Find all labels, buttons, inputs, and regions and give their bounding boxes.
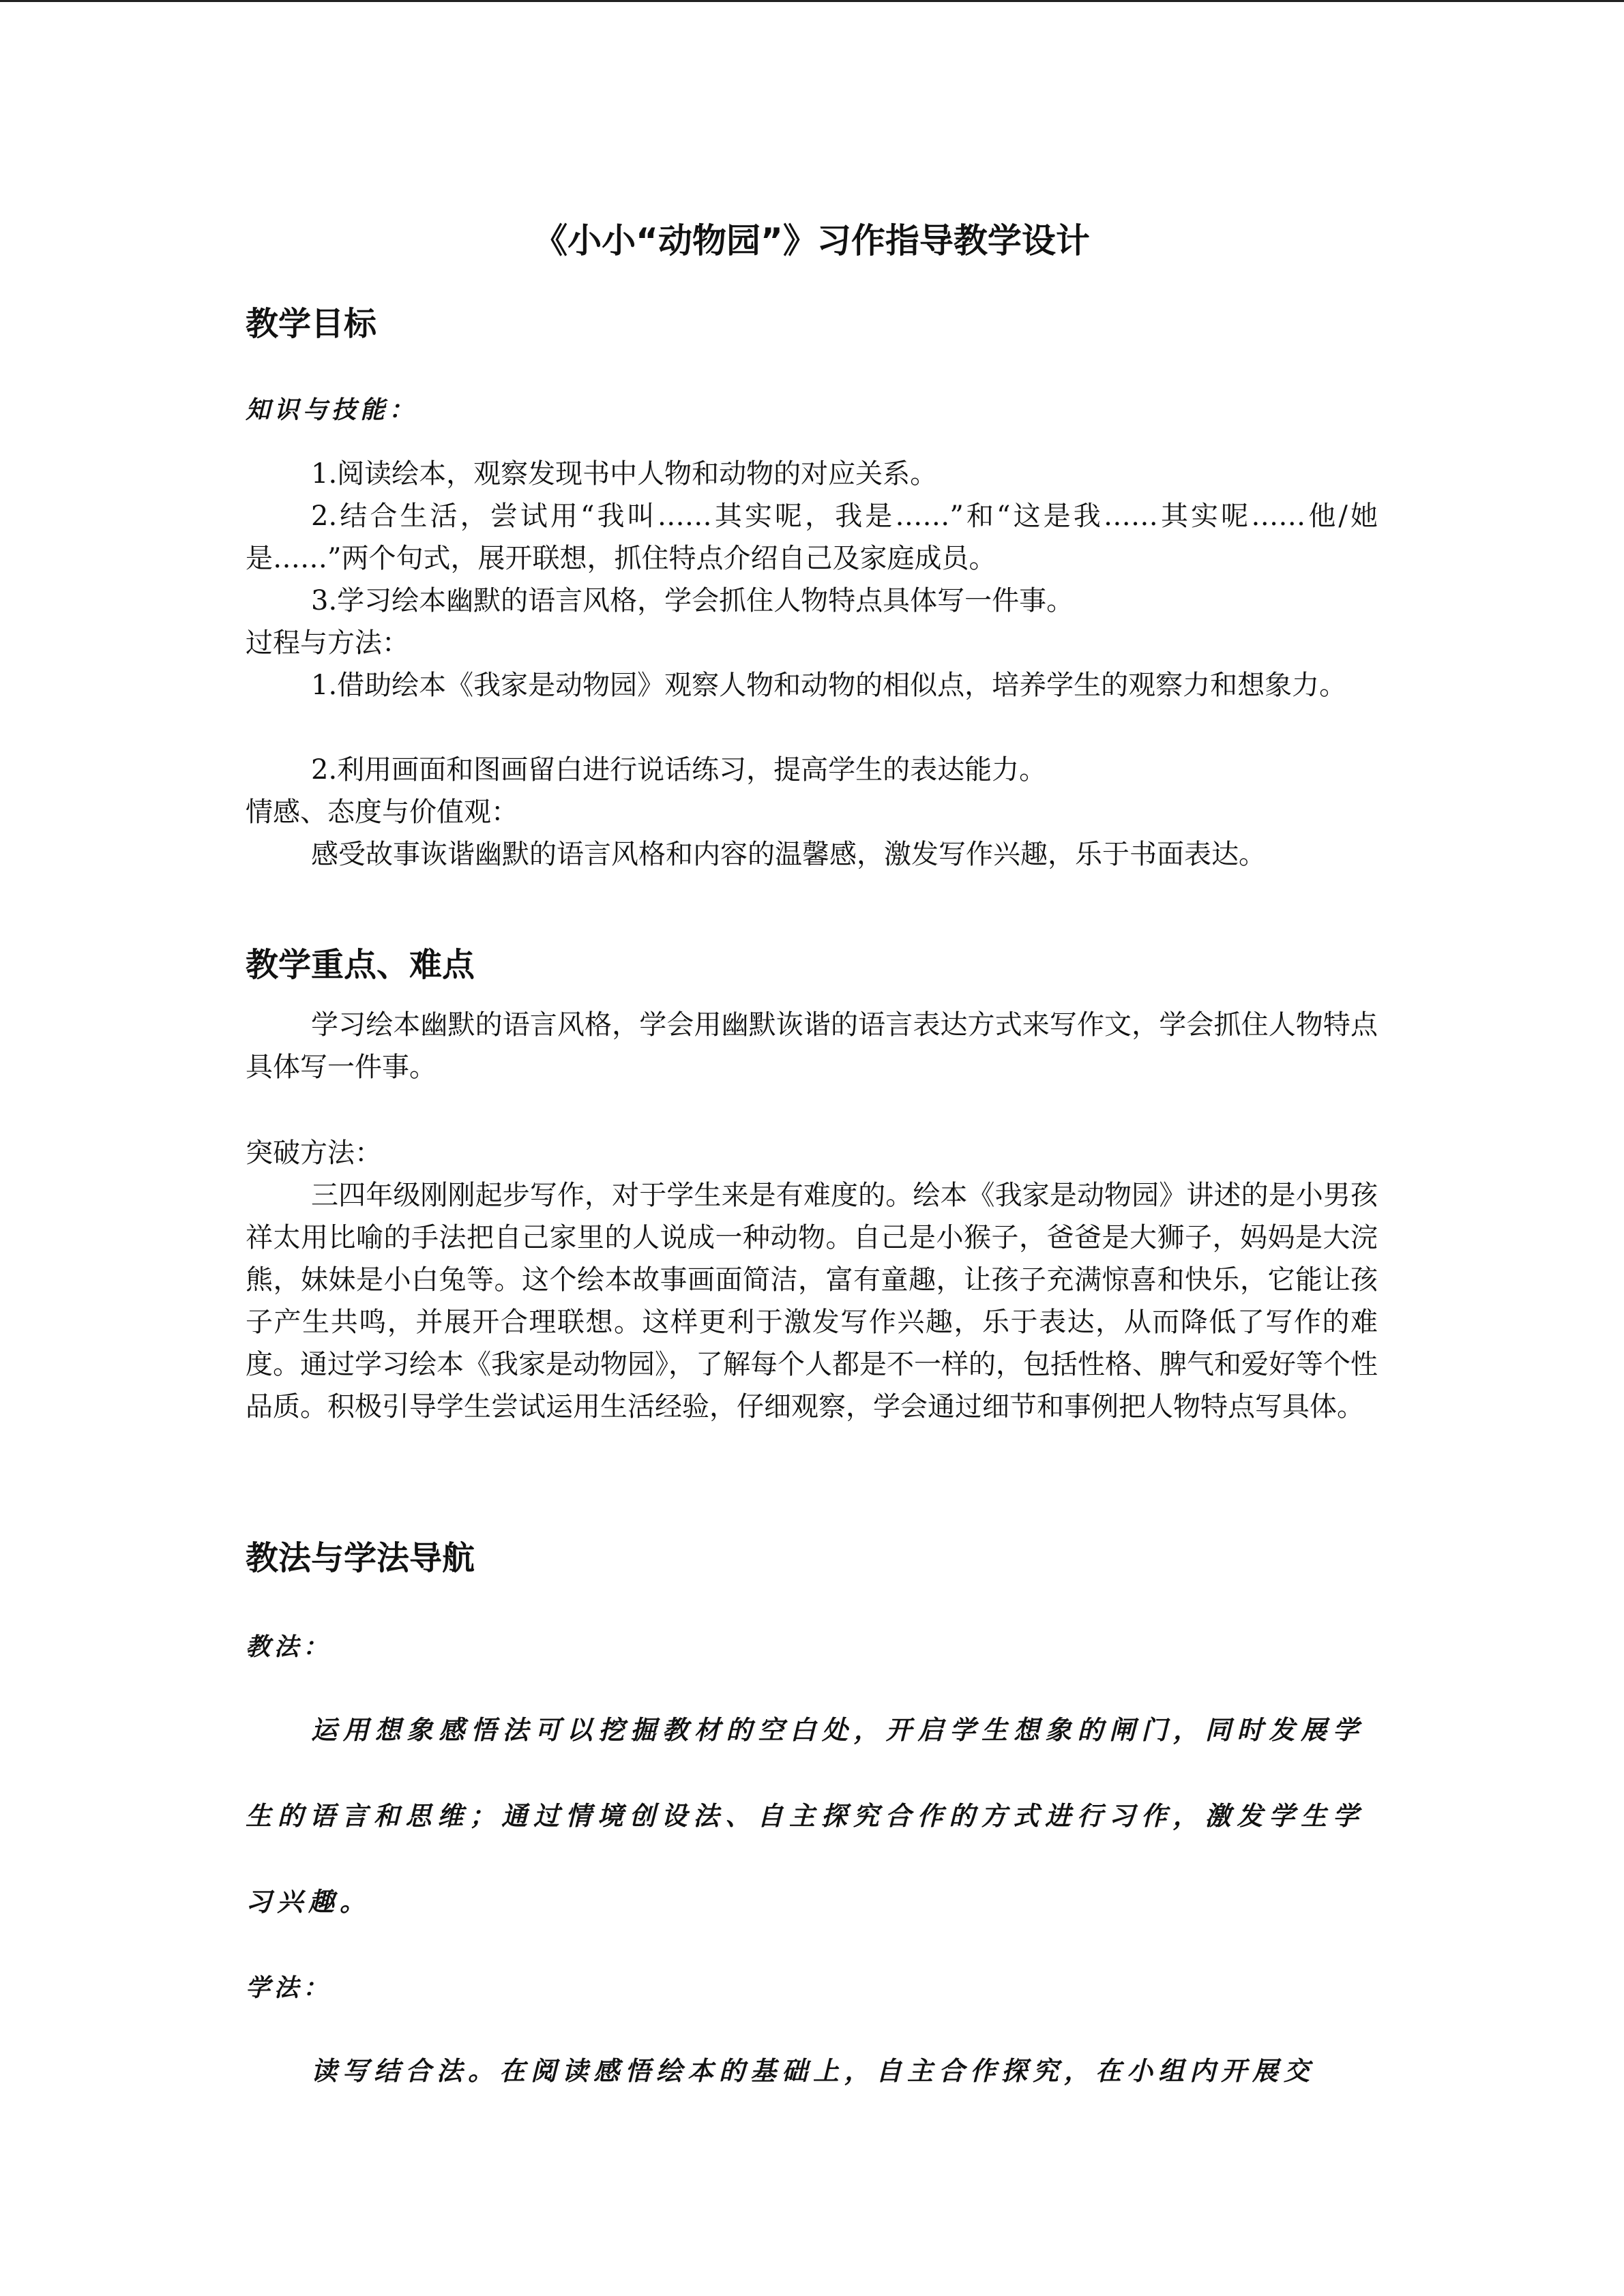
knowledge-label: 知识与技能： (246, 396, 418, 424)
learning-label: 学法： (246, 1973, 332, 2002)
method-text: 三四年级刚刚起步写作，对于学生来是有难度的。绘本《我家是动物园》讲述的是小男孩祥太用比喻的手法把自己家里的人说成一种动物。自己是小猴子，爸爸是大狮子，妈妈是大浣熊，妹妹是小白兔等。这个绘本故事画面简洁，富有童趣，让孩子充满惊喜和快乐，它能让孩子产生共鸣，并展开合理联想。这样更利于激发写作兴趣，乐于表达，从而降低了写作的难度。通过学习绘本《我家是动物园》，了解每个人都是不一样的，包括性格、脾气和爱好等个性品质。积极引导学生尝试运用生活经验，仔细观察，学会通过细节和事例把人物特点写具体。 (246, 1180, 1378, 1422)
knowledge-item-1: 1.阅读绘本，观察发现书中人物和动物的对应关系。 (311, 458, 938, 490)
heading-objectives: 教学目标 (246, 305, 377, 343)
learning-text: 读写结合法。在阅读感悟绘本的基础上，自主合作探究，在小组内开展交 (311, 2055, 1316, 2086)
heading-key-points: 教学重点、难点 (246, 946, 475, 984)
knowledge-item-2: 2.结合生活，尝试用“我叫……其实呢，我是……”和“这是我……其实呢……他/她是……”两个句式，展开联想，抓住特点介绍自己及家庭成员。 (246, 501, 1378, 574)
emotion-label: 情感、态度与价值观： (246, 796, 518, 828)
key-points-text: 学习绘本幽默的语言风格，学会用幽默诙谐的语言表达方式来写作文，学会抓住人物特点具体写一件事。 (246, 1009, 1378, 1083)
teaching-label: 教法： (246, 1632, 332, 1661)
document-title: 《小小“动物园”》习作指导教学设计 (533, 221, 1090, 260)
process-label: 过程与方法： (246, 627, 409, 659)
page-top-border (0, 0, 1624, 2)
method-label: 突破方法： (246, 1137, 382, 1169)
process-item-1: 1.借助绘本《我家是动物园》观察人物和动物的相似点，培养学生的观察力和想象力。 (311, 670, 1347, 701)
process-item-2: 2.利用画面和图画留白进行说话练习，提高学生的表达能力。 (311, 754, 1047, 786)
heading-methods: 教法与学法导航 (246, 1539, 475, 1577)
knowledge-item-3: 3.学习绘本幽默的语言风格，学会抓住人物特点具体写一件事。 (311, 585, 1074, 616)
teaching-text: 运用想象感悟法可以挖掘教材的空白处，开启学生想象的闸门，同时发展学生的语言和思维；通过情境创设法、自主探究合作的方式进行习作，激发学生学习兴趣。 (246, 1714, 1364, 1917)
emotion-text: 感受故事诙谐幽默的语言风格和内容的温馨感，激发写作兴趣，乐于书面表达。 (311, 839, 1266, 870)
